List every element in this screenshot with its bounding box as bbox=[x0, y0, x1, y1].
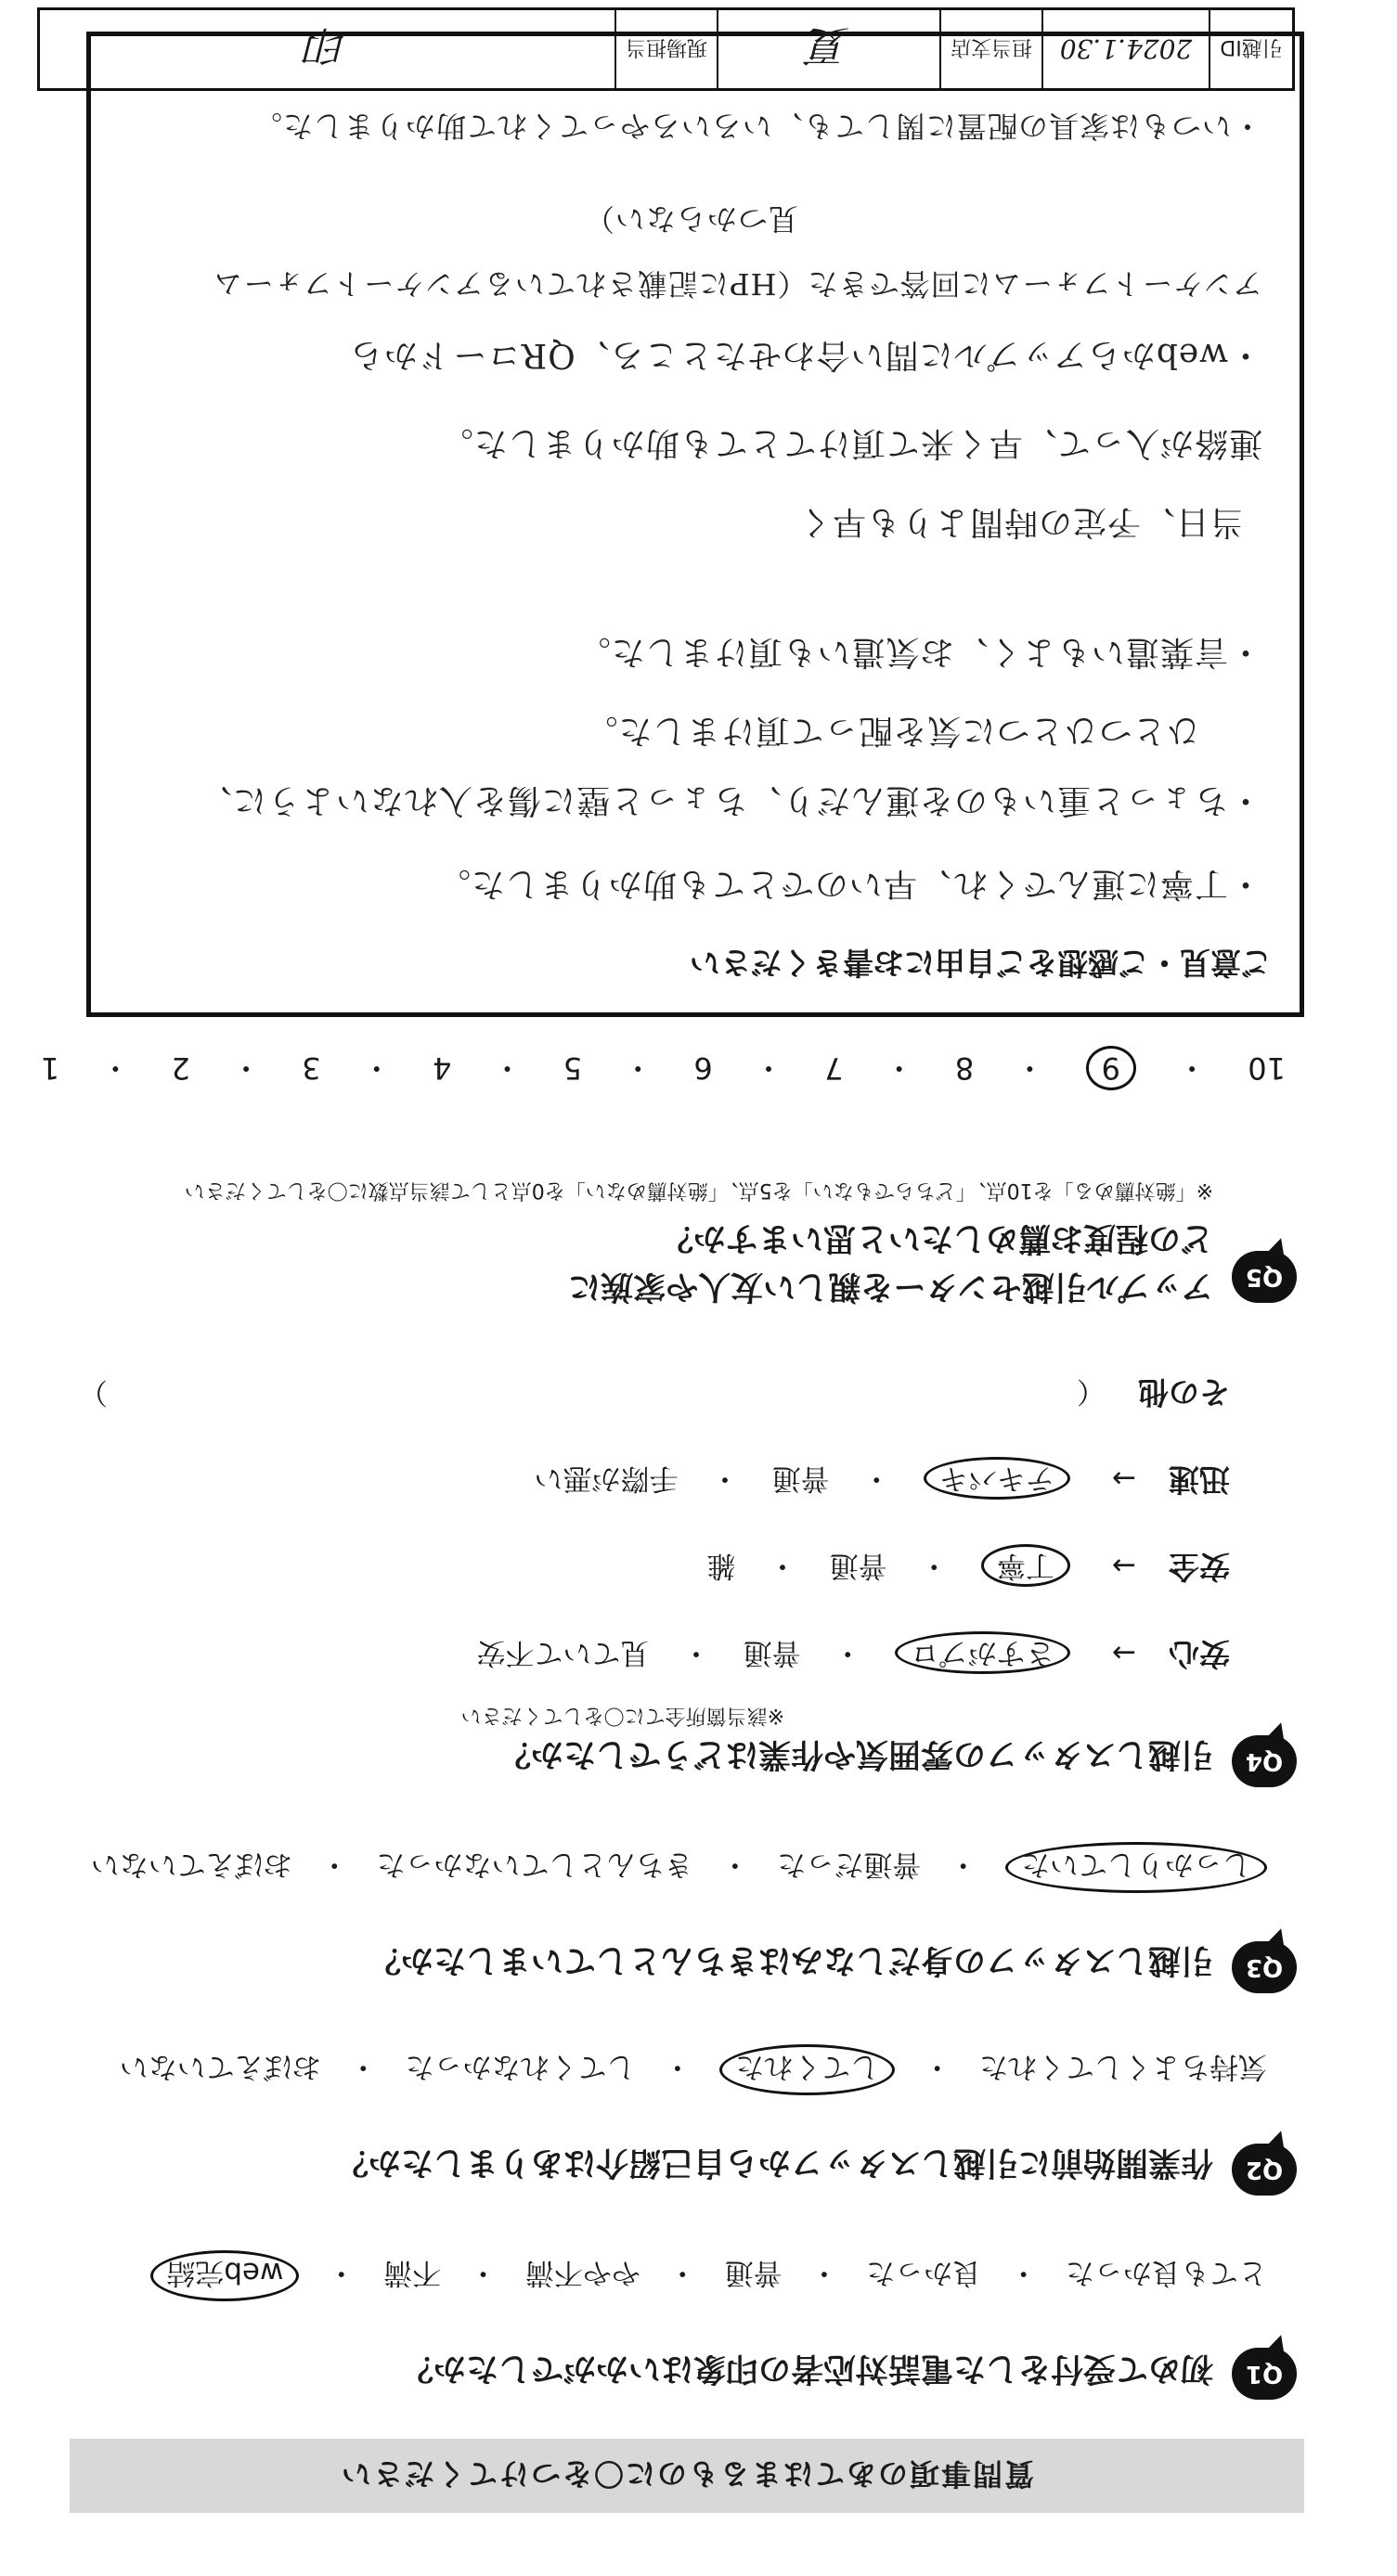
handwritten-line: ・ちょっと重いものを運んだり、ちょっと壁に傷を入れないように、 bbox=[197, 781, 1262, 819]
cell-branch-value: 夏 bbox=[717, 10, 939, 88]
q3-options: しっかりしていた ・ 普通だった ・ きちんとしていなかった ・ おぼえていない bbox=[91, 1842, 1267, 1893]
q4-row-anzen: 安全 → 丁寧 ・ 普通 ・ 雑 bbox=[706, 1547, 1230, 1591]
q5-score-scale: 10 ・ 9 ・ 8 ・ 7 ・ 6 ・ 5 ・ 4 ・ 3 ・ 2 ・ 1 bbox=[79, 1046, 1286, 1091]
q4-badge: Q4 bbox=[1232, 1735, 1297, 1787]
cell-branch-label: 担当支店 bbox=[939, 10, 1041, 88]
q4-option-circled[interactable]: テキパキ bbox=[924, 1457, 1070, 1500]
q5-note: ※「絶対薦める」を10点、「どちらでもない」を5点、「絶対薦めない」を0点として該当点数に〇をしてください bbox=[184, 1179, 1213, 1202]
q4-option[interactable]: 普通 bbox=[743, 1636, 801, 1669]
q1-title: 初めて受付をした電話対応者の印象はいかがでしたか？ bbox=[400, 2350, 1213, 2387]
cell-site-staff-signature: 印 bbox=[306, 21, 348, 69]
q1-option[interactable]: やや不満 bbox=[524, 2256, 640, 2289]
q3-option[interactable]: きちんとしていなかった bbox=[376, 1848, 693, 1881]
q4-note: ※該当箇所全てに〇をしてください bbox=[460, 1704, 784, 1727]
q4-option[interactable]: 普通 bbox=[771, 1462, 830, 1495]
handwritten-line: ・webからアップルに問い合わせたところ、QRコードから bbox=[349, 336, 1262, 374]
score-option[interactable]: 7 bbox=[824, 1050, 844, 1086]
q2-option[interactable]: おぼえていない bbox=[119, 2050, 321, 2083]
q4-option-circled[interactable]: さすがプロ bbox=[895, 1631, 1070, 1674]
instruction-text: 質問事項のあてはまるものに〇をつけてください bbox=[340, 2456, 1035, 2492]
q4-row-label: 安心 bbox=[1169, 1636, 1230, 1672]
q1-option[interactable]: 良かった bbox=[866, 2256, 982, 2289]
handwritten-line: アンケートフォームに回答できた（HPに記載されているアンケートフォーム bbox=[212, 266, 1262, 302]
q4-option[interactable]: 雑 bbox=[706, 1549, 736, 1582]
q1-option[interactable]: 普通 bbox=[724, 2256, 783, 2289]
q4-row-label: 迅速 bbox=[1169, 1462, 1230, 1498]
q4-row-anshin: 安心 → さすがプロ ・ 普通 ・ 見ていて不安 bbox=[476, 1634, 1230, 1678]
q5-title-line1: アップル引越センターを親しい友人や家族に bbox=[568, 1268, 1213, 1305]
handwritten-line: ひとつひとつに気を配って頂けました。 bbox=[583, 712, 1235, 750]
cell-move-id-value: 2024.1.30 bbox=[1041, 10, 1209, 88]
q4-row-label: 安全 bbox=[1169, 1549, 1230, 1585]
q2-badge: Q2 bbox=[1232, 2144, 1297, 2196]
handwritten-line: ・丁寧に運んでくれ、早いのでとても助かりました。 bbox=[435, 865, 1262, 903]
score-option-circled[interactable]: 9 bbox=[1086, 1046, 1136, 1090]
score-option[interactable]: 6 bbox=[693, 1050, 713, 1086]
q3-option[interactable]: おぼえていない bbox=[90, 1848, 292, 1881]
cell-move-id-label: 引越ID bbox=[1209, 10, 1292, 88]
score-option[interactable]: 5 bbox=[563, 1050, 583, 1086]
handwritten-line: 連絡が入って、早く来て頂けてとても助かりました。 bbox=[438, 424, 1262, 462]
q5-title-line2: どの程度お薦めしたいと思いますか？ bbox=[660, 1219, 1213, 1256]
q3-badge: Q3 bbox=[1232, 1941, 1297, 1993]
comment-title: ご意見・ご感想をご自由にお書きください bbox=[690, 945, 1272, 981]
handwritten-line: 当日、予定の時間よりも早く bbox=[796, 503, 1244, 541]
instruction-header bbox=[70, 2439, 1304, 2513]
handwritten-line: ・言葉遣いもよく、お気遣いも頂けました。 bbox=[576, 633, 1262, 671]
score-option[interactable]: 1 bbox=[40, 1050, 60, 1086]
handwritten-line: 見つからない） bbox=[583, 201, 798, 237]
q2-option[interactable]: してくれなかった bbox=[405, 2050, 636, 2083]
score-option[interactable]: 2 bbox=[171, 1050, 190, 1086]
q4-option[interactable]: 見ていて不安 bbox=[476, 1636, 650, 1669]
q1-option[interactable]: 不満 bbox=[383, 2256, 442, 2289]
q4-row-label: その他 bbox=[1138, 1374, 1230, 1410]
q1-options: とても良かった ・ 良かった ・ 普通 ・ やや不満 ・ 不満 ・ web完結 bbox=[150, 2250, 1267, 2301]
q4-title: 引越しスタッフの雰囲気や作業はどうでしたか？ bbox=[498, 1735, 1213, 1772]
q3-option-circled[interactable]: しっかりしていた bbox=[1005, 1842, 1267, 1893]
q1-option-circled[interactable]: web完結 bbox=[150, 2250, 299, 2301]
q4-option[interactable]: 普通 bbox=[829, 1549, 887, 1582]
q2-option[interactable]: 気持ちよくしてくれた bbox=[979, 2050, 1267, 2083]
q3-title: 引越しスタッフの身だしなみはきちんとしていましたか？ bbox=[368, 1941, 1213, 1978]
q1-option[interactable]: とても良かった bbox=[1066, 2256, 1267, 2289]
q4-row-jinsoku: 迅速 → テキパキ ・ 普通 ・ 手際が悪い bbox=[534, 1460, 1230, 1503]
score-option[interactable]: 8 bbox=[954, 1050, 975, 1086]
score-option[interactable]: 3 bbox=[302, 1050, 321, 1086]
staff-record-table bbox=[37, 7, 1295, 91]
comment-box[interactable] bbox=[86, 32, 1304, 1017]
q4-option[interactable]: 手際が悪い bbox=[534, 1462, 679, 1495]
q1-badge: Q1 bbox=[1232, 2348, 1297, 2400]
q4-option-circled[interactable]: 丁寧 bbox=[981, 1544, 1070, 1587]
q2-option-circled[interactable]: してくれた bbox=[719, 2044, 895, 2095]
score-option[interactable]: 10 bbox=[1248, 1050, 1286, 1086]
q3-option[interactable]: 普通だった bbox=[777, 1848, 922, 1881]
score-option[interactable]: 4 bbox=[432, 1050, 452, 1086]
handwritten-line: ・いつもは家具の配置に関しても、いろいろやってくれて助かりました。 bbox=[251, 109, 1262, 144]
cell-site-staff-label: 現場担当 bbox=[614, 10, 717, 88]
q5-badge: Q5 bbox=[1232, 1251, 1297, 1303]
q2-options: 気持ちよくしてくれた ・ してくれた ・ してくれなかった ・ おぼえていない bbox=[120, 2044, 1267, 2095]
q2-title: 作業開始前に引越しスタッフから自己紹介はありましたか？ bbox=[335, 2144, 1213, 2181]
q4-row-other: その他 （ ） bbox=[79, 1374, 1230, 1410]
